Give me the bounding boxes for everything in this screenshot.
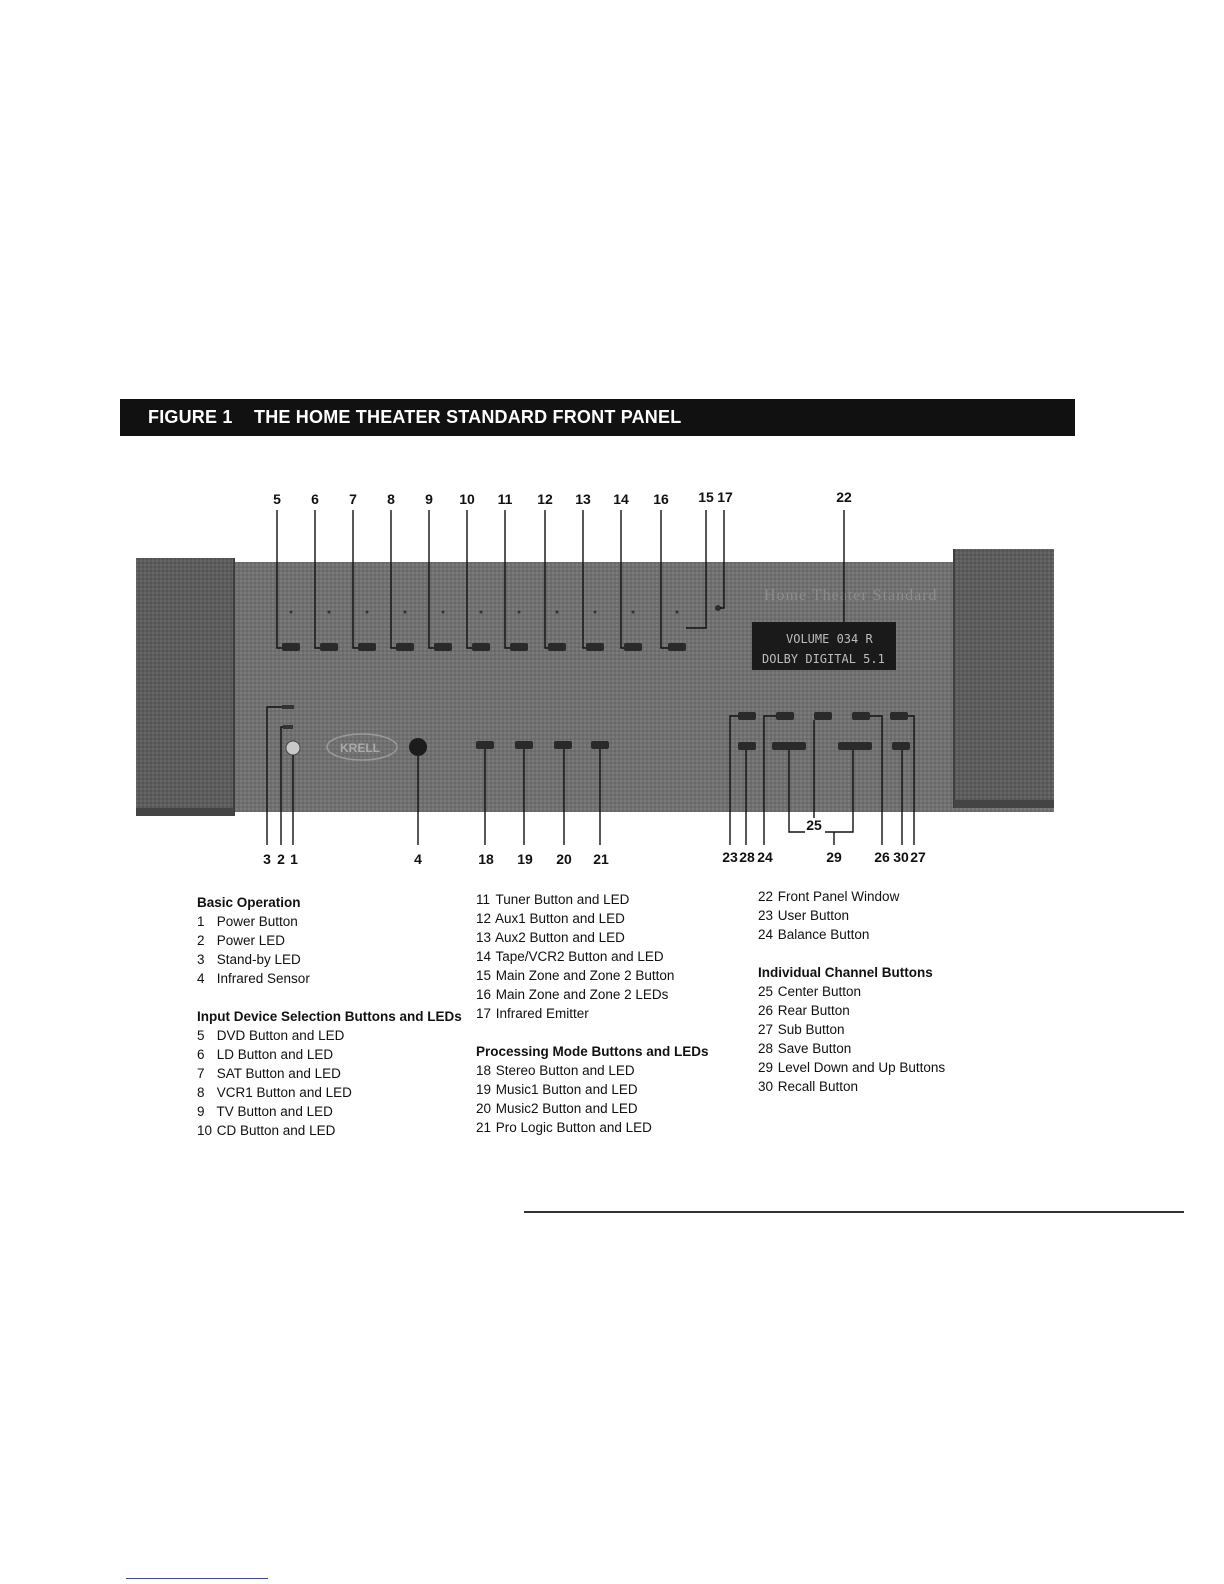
legend-item-number: 1 — [197, 914, 205, 929]
callout-12: 12 — [537, 491, 553, 507]
legend-item — [197, 1026, 462, 1045]
legend-item — [476, 909, 709, 928]
display-line-1: VOLUME 034 R — [786, 632, 873, 646]
ld-button[interactable] — [320, 643, 338, 651]
callout-20: 20 — [556, 851, 572, 867]
brand-text: Home Theater Standard — [764, 587, 938, 604]
callout-7: 7 — [349, 491, 357, 507]
callout-18: 18 — [478, 851, 494, 867]
callout-4: 4 — [414, 851, 422, 867]
legend-item — [476, 1099, 709, 1118]
legend-item-label: Stereo Button and LED — [495, 1063, 635, 1078]
legend-item — [758, 982, 945, 1001]
aux1-led — [556, 611, 559, 614]
legend-column-1 — [197, 893, 462, 1140]
legend-item-label: SAT Button and LED — [216, 1066, 341, 1081]
legend-item-number: 7 — [197, 1066, 205, 1081]
pro-logic-button[interactable] — [591, 741, 609, 749]
legend-item-number: 2 — [197, 933, 205, 948]
legend-item — [476, 947, 709, 966]
legend-item — [197, 969, 462, 988]
legend-item-label: User Button — [777, 908, 850, 923]
sat-button[interactable] — [358, 643, 376, 651]
legend-item-number: 18 — [476, 1063, 492, 1078]
callout-19: 19 — [517, 851, 533, 867]
legend-item-number: 23 — [758, 908, 774, 923]
user-button[interactable] — [738, 712, 756, 720]
legend-item-number: 26 — [758, 1003, 774, 1018]
legend-item — [758, 1020, 945, 1039]
vcr1-led — [404, 611, 407, 614]
tuner-led — [518, 611, 521, 614]
figure-title: THE HOME THEATER STANDARD FRONT PANEL — [254, 407, 682, 427]
legend-item-number: 29 — [758, 1060, 774, 1075]
legend-heading-individual-channel: Individual Channel Buttons — [758, 965, 933, 980]
legend-item-number: 10 — [197, 1123, 213, 1138]
callout-25: 25 — [806, 817, 822, 833]
legend-item-label: VCR1 Button and LED — [216, 1085, 352, 1100]
power-led — [283, 725, 293, 729]
tuner-button[interactable] — [510, 643, 528, 651]
legend-item — [476, 985, 709, 1004]
bottom-callouts — [263, 817, 926, 867]
vcr1-button[interactable] — [396, 643, 414, 651]
callout-3: 3 — [263, 851, 271, 867]
legend-column-2 — [476, 890, 709, 1137]
dvd-button[interactable] — [282, 643, 300, 651]
legend-item — [758, 1077, 945, 1096]
legend-column-3 — [758, 887, 945, 1096]
legend-item — [476, 1080, 709, 1099]
callout-6: 6 — [311, 491, 319, 507]
legend-heading-basic-operation: Basic Operation — [197, 895, 301, 910]
legend-item-label: Main Zone and Zone 2 LEDs — [495, 987, 669, 1002]
display-line-2: DOLBY DIGITAL 5.1 — [762, 652, 885, 666]
right-end-cap — [954, 549, 1054, 808]
legend-item — [197, 1045, 462, 1064]
legend-item — [197, 1121, 462, 1140]
legend-heading-processing-mode: Processing Mode Buttons and LEDs — [476, 1044, 709, 1059]
music1-button[interactable] — [515, 741, 533, 749]
legend-item-label: DVD Button and LED — [216, 1028, 345, 1043]
tape-vcr2-button[interactable] — [624, 643, 642, 651]
standby-led — [282, 705, 294, 709]
legend-item-number: 28 — [758, 1041, 774, 1056]
legend-item-label: LD Button and LED — [216, 1047, 334, 1062]
sat-led — [366, 611, 369, 614]
cd-button[interactable] — [472, 643, 490, 651]
legend-heading-input-selection: Input Device Selection Buttons and LEDs — [197, 1009, 462, 1024]
top-callouts — [273, 489, 852, 507]
legend-item-label: Balance Button — [777, 927, 870, 942]
legend-item-number: 5 — [197, 1028, 205, 1043]
stereo-button[interactable] — [476, 741, 494, 749]
save-button[interactable] — [738, 742, 756, 750]
legend-item-label: TV Button and LED — [216, 1104, 333, 1119]
legend-item-label: Pro Logic Button and LED — [495, 1120, 652, 1135]
legend-item-number: 11 — [476, 892, 491, 907]
ld-led — [328, 611, 331, 614]
legend-item-label: CD Button and LED — [216, 1123, 336, 1138]
legend-item — [197, 950, 462, 969]
legend-item-number: 17 — [476, 1006, 492, 1021]
legend-item-label: Aux2 Button and LED — [495, 930, 625, 945]
legend-item-label: Sub Button — [777, 1022, 845, 1037]
legend-item — [476, 1004, 709, 1023]
legend-item-label: Front Panel Window — [777, 889, 900, 904]
legend-item-label: Save Button — [777, 1041, 852, 1056]
callout-11: 11 — [497, 491, 513, 507]
level-down-button[interactable] — [772, 742, 806, 750]
legend-item — [476, 966, 709, 985]
cd-led — [480, 611, 483, 614]
legend-item-number: 4 — [197, 971, 205, 986]
legend-item-label: Stand-by LED — [216, 952, 301, 967]
legend-item-number: 9 — [197, 1104, 205, 1119]
legend-item — [197, 931, 462, 950]
callout-24: 24 — [757, 849, 773, 865]
figure-label: FIGURE 1 — [148, 407, 233, 427]
rear-button[interactable] — [852, 712, 870, 720]
legend-item-number: 16 — [476, 987, 492, 1002]
dvd-led — [290, 611, 293, 614]
legend-item-label: Level Down and Up Buttons — [777, 1060, 946, 1075]
legend-item-number: 14 — [476, 949, 492, 964]
legend-item-number: 20 — [476, 1101, 492, 1116]
power-button[interactable] — [286, 741, 300, 755]
callout-5: 5 — [273, 491, 281, 507]
legend-item-number: 12 — [476, 911, 492, 926]
legend-item-number: 3 — [197, 952, 205, 967]
legend-item — [758, 1001, 945, 1020]
legend-item-label: Center Button — [777, 984, 862, 999]
legend-item-number: 15 — [476, 968, 492, 983]
tv-button[interactable] — [434, 643, 452, 651]
callout-8: 8 — [387, 491, 395, 507]
legend-item-number: 25 — [758, 984, 774, 999]
callout-21: 21 — [593, 851, 609, 867]
legend-item — [758, 887, 945, 906]
callout-23: 23 — [722, 849, 738, 865]
legend-item-label: Main Zone and Zone 2 Button — [495, 968, 675, 983]
aux2-led — [594, 611, 597, 614]
zone-leds — [676, 611, 679, 614]
legend-item-label: Music1 Button and LED — [495, 1082, 638, 1097]
legend-item-label: Power LED — [216, 933, 286, 948]
music2-button[interactable] — [554, 741, 572, 749]
legend-item — [197, 1102, 462, 1121]
legend-item-number: 6 — [197, 1047, 205, 1062]
balance-button[interactable] — [776, 712, 794, 720]
recall-button[interactable] — [892, 742, 910, 750]
legend-item-number: 8 — [197, 1085, 205, 1100]
horizontal-rule — [524, 1211, 1184, 1213]
left-end-cap — [136, 558, 234, 816]
callout-22: 22 — [836, 489, 852, 505]
legend-item-number: 19 — [476, 1082, 492, 1097]
legend-item — [758, 1058, 945, 1077]
legend-item-label: Infrared Emitter — [495, 1006, 589, 1021]
legend-item-label: Power Button — [216, 914, 298, 929]
callout-26: 26 — [874, 849, 890, 865]
callout-10: 10 — [459, 491, 475, 507]
legend-item-label: Aux1 Button and LED — [495, 911, 625, 926]
legend-item-number: 27 — [758, 1022, 774, 1037]
legend-item-label: Infrared Sensor — [216, 971, 310, 986]
callout-1: 1 — [290, 851, 298, 867]
legend-item — [476, 928, 709, 947]
footer-link-underline — [126, 1578, 268, 1579]
level-up-button[interactable] — [838, 742, 872, 750]
callout-28: 28 — [739, 849, 755, 865]
center-button[interactable] — [814, 712, 832, 720]
callout-14: 14 — [613, 491, 629, 507]
legend-item-number: 22 — [758, 889, 774, 904]
infrared-sensor — [409, 738, 427, 756]
callout-13: 13 — [575, 491, 591, 507]
callout-16: 16 — [653, 491, 669, 507]
legend-item-number: 21 — [476, 1120, 492, 1135]
legend-item-label: Music2 Button and LED — [495, 1101, 638, 1116]
tape-vcr2-led — [632, 611, 635, 614]
legend-item — [197, 1083, 462, 1102]
legend-item — [758, 1039, 945, 1058]
legend-item — [476, 1118, 709, 1137]
aux1-button[interactable] — [548, 643, 566, 651]
legend-item — [197, 1064, 462, 1083]
legend-item — [758, 906, 945, 925]
legend-item-label: Rear Button — [777, 1003, 850, 1018]
legend-item-number: 13 — [476, 930, 492, 945]
zone-button[interactable] — [668, 643, 686, 651]
logo-text: KRELL — [340, 741, 380, 755]
legend-item-number: 30 — [758, 1079, 774, 1094]
tv-led — [442, 611, 445, 614]
callout-2: 2 — [277, 851, 285, 867]
aux2-button[interactable] — [586, 643, 604, 651]
legend-item — [476, 890, 709, 909]
callout-29: 29 — [826, 849, 842, 865]
callout-30: 30 — [893, 849, 909, 865]
callout-27: 27 — [910, 849, 926, 865]
legend-item-label: Tuner Button and LED — [495, 892, 630, 907]
legend-item — [476, 1061, 709, 1080]
callout-15: 15 — [698, 489, 714, 505]
legend-item-number: 24 — [758, 927, 774, 942]
sub-button[interactable] — [890, 712, 908, 720]
legend-item — [758, 925, 945, 944]
callout-9: 9 — [425, 491, 433, 507]
legend-item-label: Recall Button — [777, 1079, 859, 1094]
legend-item — [197, 912, 462, 931]
legend-item-label: Tape/VCR2 Button and LED — [495, 949, 664, 964]
callout-17: 17 — [717, 489, 733, 505]
